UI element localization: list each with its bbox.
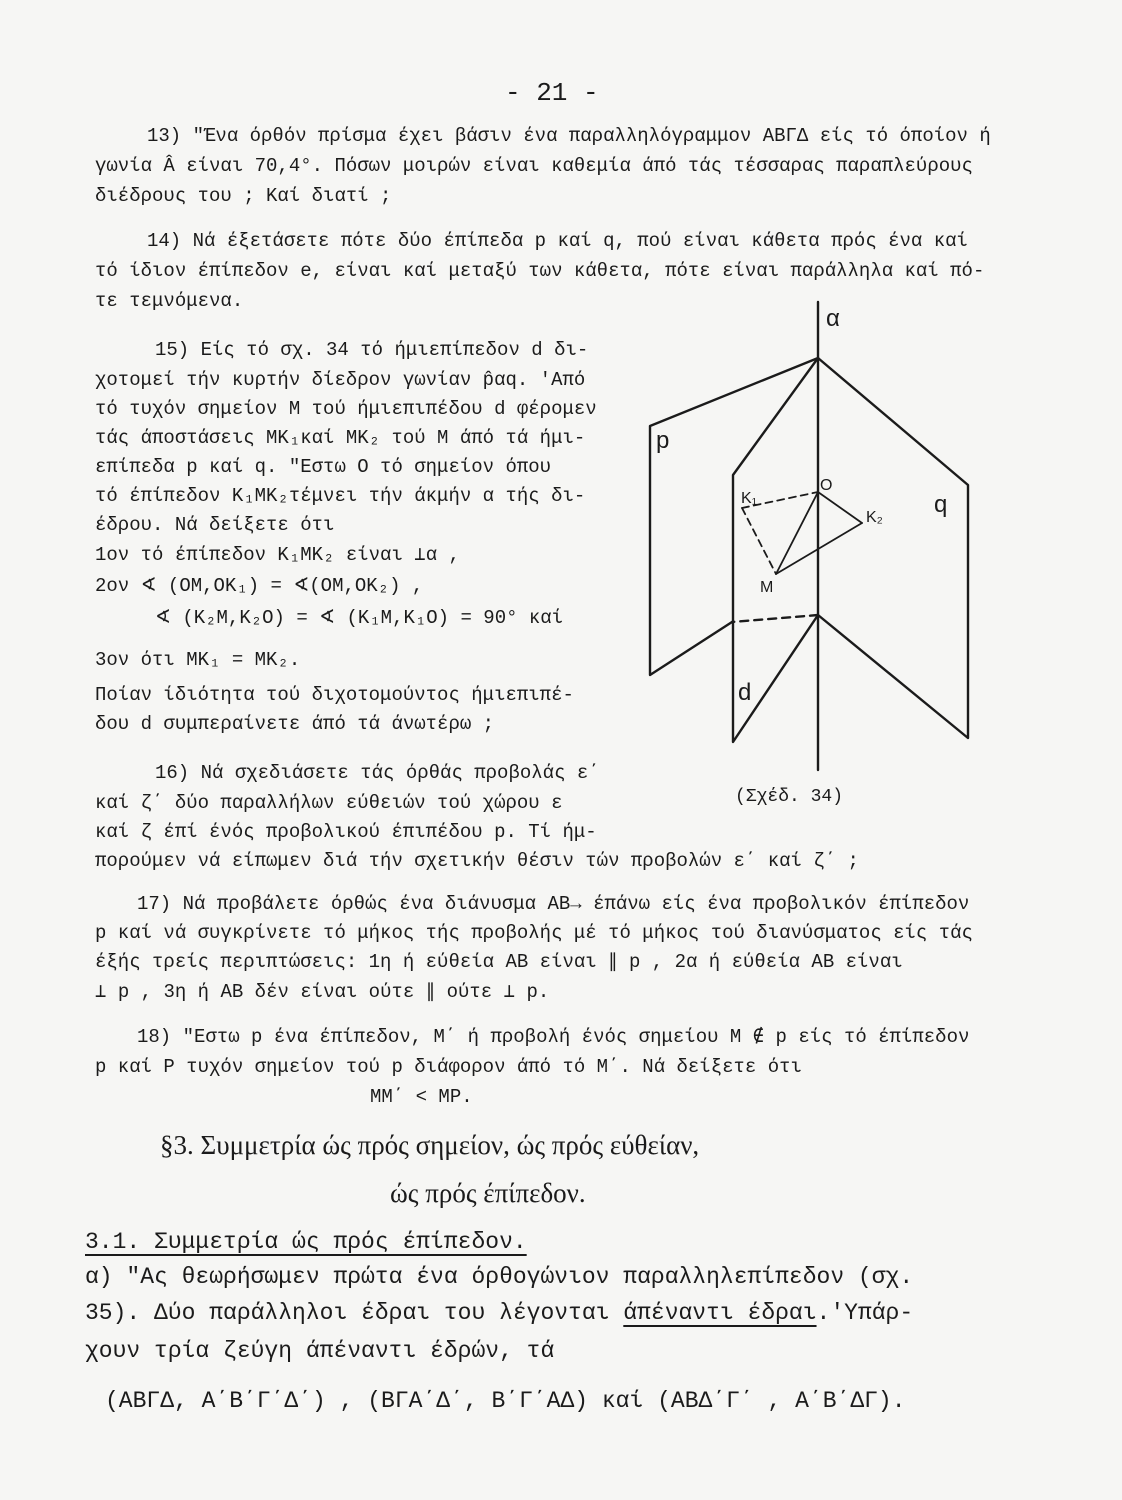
ex15-line6: τό έπίπεδον Κ₁ΜΚ₂τέμνει τήν άκμήν α τής δι- — [95, 485, 586, 507]
ex18-line1: 18) "Εστω p ένα έπίπεδον, Μ΄ ή προβολή ένός σημείου Μ ∉ p είς τό έπίπεδον — [137, 1026, 970, 1048]
page-number: - 21 - — [505, 78, 599, 108]
ex16-line1: 16) Νά σχεδιάσετε τάς όρθάς προβολάς ε΄ — [155, 762, 600, 784]
figure-caption: (Σχέδ. 34) — [735, 787, 844, 807]
label-k2: K₂ — [866, 509, 883, 526]
ex15-line2: χοτομεί τήν κυρτήν δίεδρον γωνίαν p̂αq. 'Από — [95, 369, 586, 391]
plane-p-hidden-edge — [732, 615, 818, 622]
subsection-title: 3.1. Συμμετρία ώς πρός έπίπεδον. — [85, 1229, 527, 1255]
ex18-line2: p καί Ρ τυχόν σημείον τού p διάφορον άπό τό Μ΄. Νά δείξετε ότι — [95, 1056, 802, 1078]
ex16-line2: καί ζ΄ δύο παραλλήλων εύθειών τού χώρου ε — [95, 792, 563, 814]
section-title-line2: ώς πρός έπίπεδον. — [390, 1178, 586, 1208]
ex17-line3: έξής τρείς περιπτώσεις: 1η ή εύθεία ΑΒ είναι ∥ p , 2α ή εύθεία ΑΒ είναι — [95, 951, 903, 973]
ex15-line9: 2ον ∢ (ΟΜ,ΟΚ₁) = ∢(ΟΜ,ΟΚ₂) , — [95, 575, 424, 597]
ex15-line11: 3ον ότι ΜΚ₁ = ΜΚ₂. — [95, 649, 301, 671]
ex14-line2: τό ίδιον έπίπεδον e, είναι καί μεταξύ των κάθετα, πότε είναι παράλληλα καί πό- — [95, 260, 985, 282]
body-line2-start: 35). Δύο παράλληλοι έδραι του λέγονται — [85, 1300, 624, 1326]
label-m: M — [760, 579, 774, 596]
ex15-line13: δου d συμπεραίνετε άπό τά άνωτέρω ; — [95, 713, 495, 735]
label-d: d — [738, 679, 752, 706]
ex15-line10: ∢ (Κ₂Μ,Κ₂Ο) = ∢ (Κ₁Μ,Κ₁Ο) = 90° καί — [155, 607, 564, 629]
ex13-line2: γωνία Â είναι 70,4°. Πόσων μοιρών είναι καθεμία άπό τάς τέσσαρας παραπλεύρους — [95, 155, 973, 177]
ex13-line1: 13) "Ένα όρθόν πρίσμα έχει βάσιν ένα παραλληλόγραμμον ΑΒΓΔ είς τό όποίον ή — [147, 125, 991, 147]
ex17-line4: ⊥ p , 3η ή ΑΒ δέν είναι ούτε ∥ ούτε ⊥ p. — [95, 981, 550, 1003]
segment-o-k2 — [818, 492, 862, 523]
label-p: p — [656, 427, 670, 454]
ex15-line5: επίπεδα p καί q. "Εστω Ο τό σημείον όπου — [95, 456, 552, 478]
ex14-line1: 14) Νά έξετάσετε πότε δύο έπίπεδα p καί q, πού είναι κάθετα πρός ένα καί — [147, 230, 968, 252]
segment-k1-m — [742, 508, 776, 574]
section-title-line1: §3. Συμμετρία ώς πρός σημείον, ώς πρός εύθείαν, — [160, 1130, 700, 1160]
label-a: α — [826, 305, 840, 332]
ex15-line4: τάς άποστάσεις ΜΚ₁καί ΜΚ₂ τού Μ άπό τά ήμι- — [95, 427, 586, 449]
face-pairs-list: (ΑΒΓΔ, Α΄Β΄Γ΄Δ΄) , (ΒΓΑ΄Δ΄, Β΄Γ΄ΑΔ) καί (ΑΒΔ΄Γ΄ , Α΄Β΄ΔΓ). — [105, 1388, 906, 1414]
label-o: O — [820, 477, 833, 494]
ex15-line3: τό τυχόν σημείον Μ τού ήμιεπιπέδου d φέρομεν — [95, 398, 597, 420]
ex17-line1: 17) Νά προβάλετε όρθώς ένα διάνυσμα ΑΒ→ έπάνω είς ένα προβολικόν έπίπεδον — [137, 893, 970, 915]
ex15-line1: 15) Είς τό σχ. 34 τό ήμιεπίπεδον d δι- — [155, 339, 589, 361]
body-line2-end: .'Υπάρ- — [816, 1300, 914, 1326]
ex15-line8: 1ον τό έπίπεδον Κ₁ΜΚ₂ είναι ⊥α , — [95, 544, 460, 566]
label-k1: K₁ — [741, 490, 758, 507]
ex16-line3: καί ζ έπί ένός προβολικού έπιπέδου p. Τί ήμ- — [95, 821, 597, 843]
ex17-line2: p καί νά συγκρίνετε τό μήκος τής προβολής μέ τό μήκος τού διανύσματος είς τάς — [95, 922, 973, 944]
body-paragraph-line1: α) "Ας θεωρήσωμεν πρώτα ένα όρθογώνιον παραλληλεπίπεδον (σχ. — [85, 1264, 914, 1290]
ex18-line3: ΜΜ΄ < ΜΡ. — [370, 1086, 473, 1108]
ex15-line7: έδρου. Νά δείξετε ότι — [95, 514, 335, 536]
ex14-line3: τε τεμνόμενα. — [95, 290, 244, 312]
ex16-line4: πορούμεν νά είπωμεν διά τήν σχετικήν θέσιν τών προβολών ε΄ καί ζ΄ ; — [95, 850, 859, 872]
body-paragraph-line3: χουν τρία ζεύγη άπέναντι έδρών, τά — [85, 1338, 555, 1364]
ex13-line3: διέδρους του ; Καί διατί ; — [95, 185, 392, 207]
label-q: q — [934, 491, 948, 518]
plane-q-outline — [818, 358, 968, 738]
term-apenanti-edrai: άπέναντι έδραι — [623, 1300, 817, 1326]
ex15-line12: Ποίαν ίδιότητα τού διχοτομούντος ήμιεπιπέ- — [95, 684, 574, 706]
